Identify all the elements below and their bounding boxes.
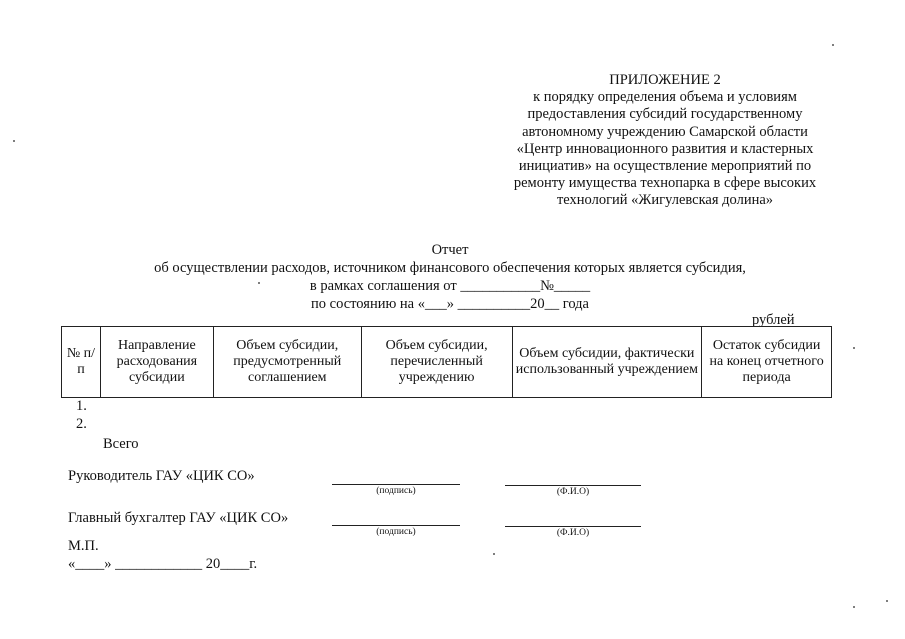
appendix-line: «Центр инновационного развития и кластерных [516, 140, 814, 157]
report-heading [95, 241, 805, 313]
name-caption: (Ф.И.О) [556, 528, 590, 538]
table-header-row [62, 327, 832, 398]
total-label: Всего [103, 436, 139, 452]
director-name-line [505, 485, 641, 486]
appendix-line: ремонту имущества технопарка в сфере высоких [513, 175, 817, 192]
scan-speck [853, 606, 855, 608]
report-subtitle: об осуществлении расходов, источником финансового обеспечения которых является субсидия, [154, 260, 746, 276]
stamp-label: М.П. [68, 538, 99, 554]
scan-speck [832, 44, 834, 46]
appendix-line: к порядку определения объема и условиям [533, 89, 797, 106]
scan-speck [493, 553, 495, 555]
column-header-agreed-amount: Объем субсидии, предусмотренный соглашением [213, 327, 361, 398]
table-row-number: 1. [76, 398, 87, 414]
appendix-line: инициатив» на осуществление мероприятий по [518, 158, 812, 175]
currency-units: рублей [752, 312, 795, 328]
appendix-title: ПРИЛОЖЕНИЕ 2 [609, 72, 721, 88]
scan-speck [258, 282, 260, 284]
column-header-balance: Остаток субсидии на конец отчетного периода [702, 327, 832, 398]
accountant-label: Главный бухгалтер ГАУ «ЦИК СО» [68, 510, 289, 526]
table-row-number: 2. [76, 416, 87, 432]
report-table [61, 326, 832, 398]
appendix-block [500, 72, 830, 210]
status-line: по состоянию на «___» __________20__ года [311, 296, 589, 312]
name-caption: (Ф.И.О) [556, 487, 590, 497]
accountant-name-line [505, 526, 641, 527]
column-header-used-amount: Объем субсидии, фактически использованный учреждением [512, 327, 702, 398]
column-header-number: № п/п [62, 327, 101, 398]
report-title: Отчет [431, 242, 469, 258]
agreement-line: в рамках соглашения от ___________№_____ [309, 278, 591, 294]
accountant-signature-line [332, 525, 460, 526]
signature-date-line: «____» ____________ 20____г. [68, 556, 258, 572]
director-signature-line [332, 484, 460, 485]
appendix-line: автономному учреждению Самарской области [522, 123, 808, 140]
column-header-transferred-amount: Объем субсидии, перечисленный учреждению [361, 327, 512, 398]
column-header-direction: Направление расходования субсидии [100, 327, 213, 398]
signature-caption: (подпись) [376, 486, 416, 496]
scan-speck [886, 600, 888, 602]
director-label: Руководитель ГАУ «ЦИК СО» [68, 468, 255, 484]
scan-speck [853, 347, 855, 349]
appendix-line: предоставления субсидий государственному [527, 106, 803, 123]
scan-speck [13, 140, 15, 142]
signature-caption: (подпись) [376, 527, 416, 537]
appendix-line: технологий «Жигулевская долина» [556, 192, 774, 209]
